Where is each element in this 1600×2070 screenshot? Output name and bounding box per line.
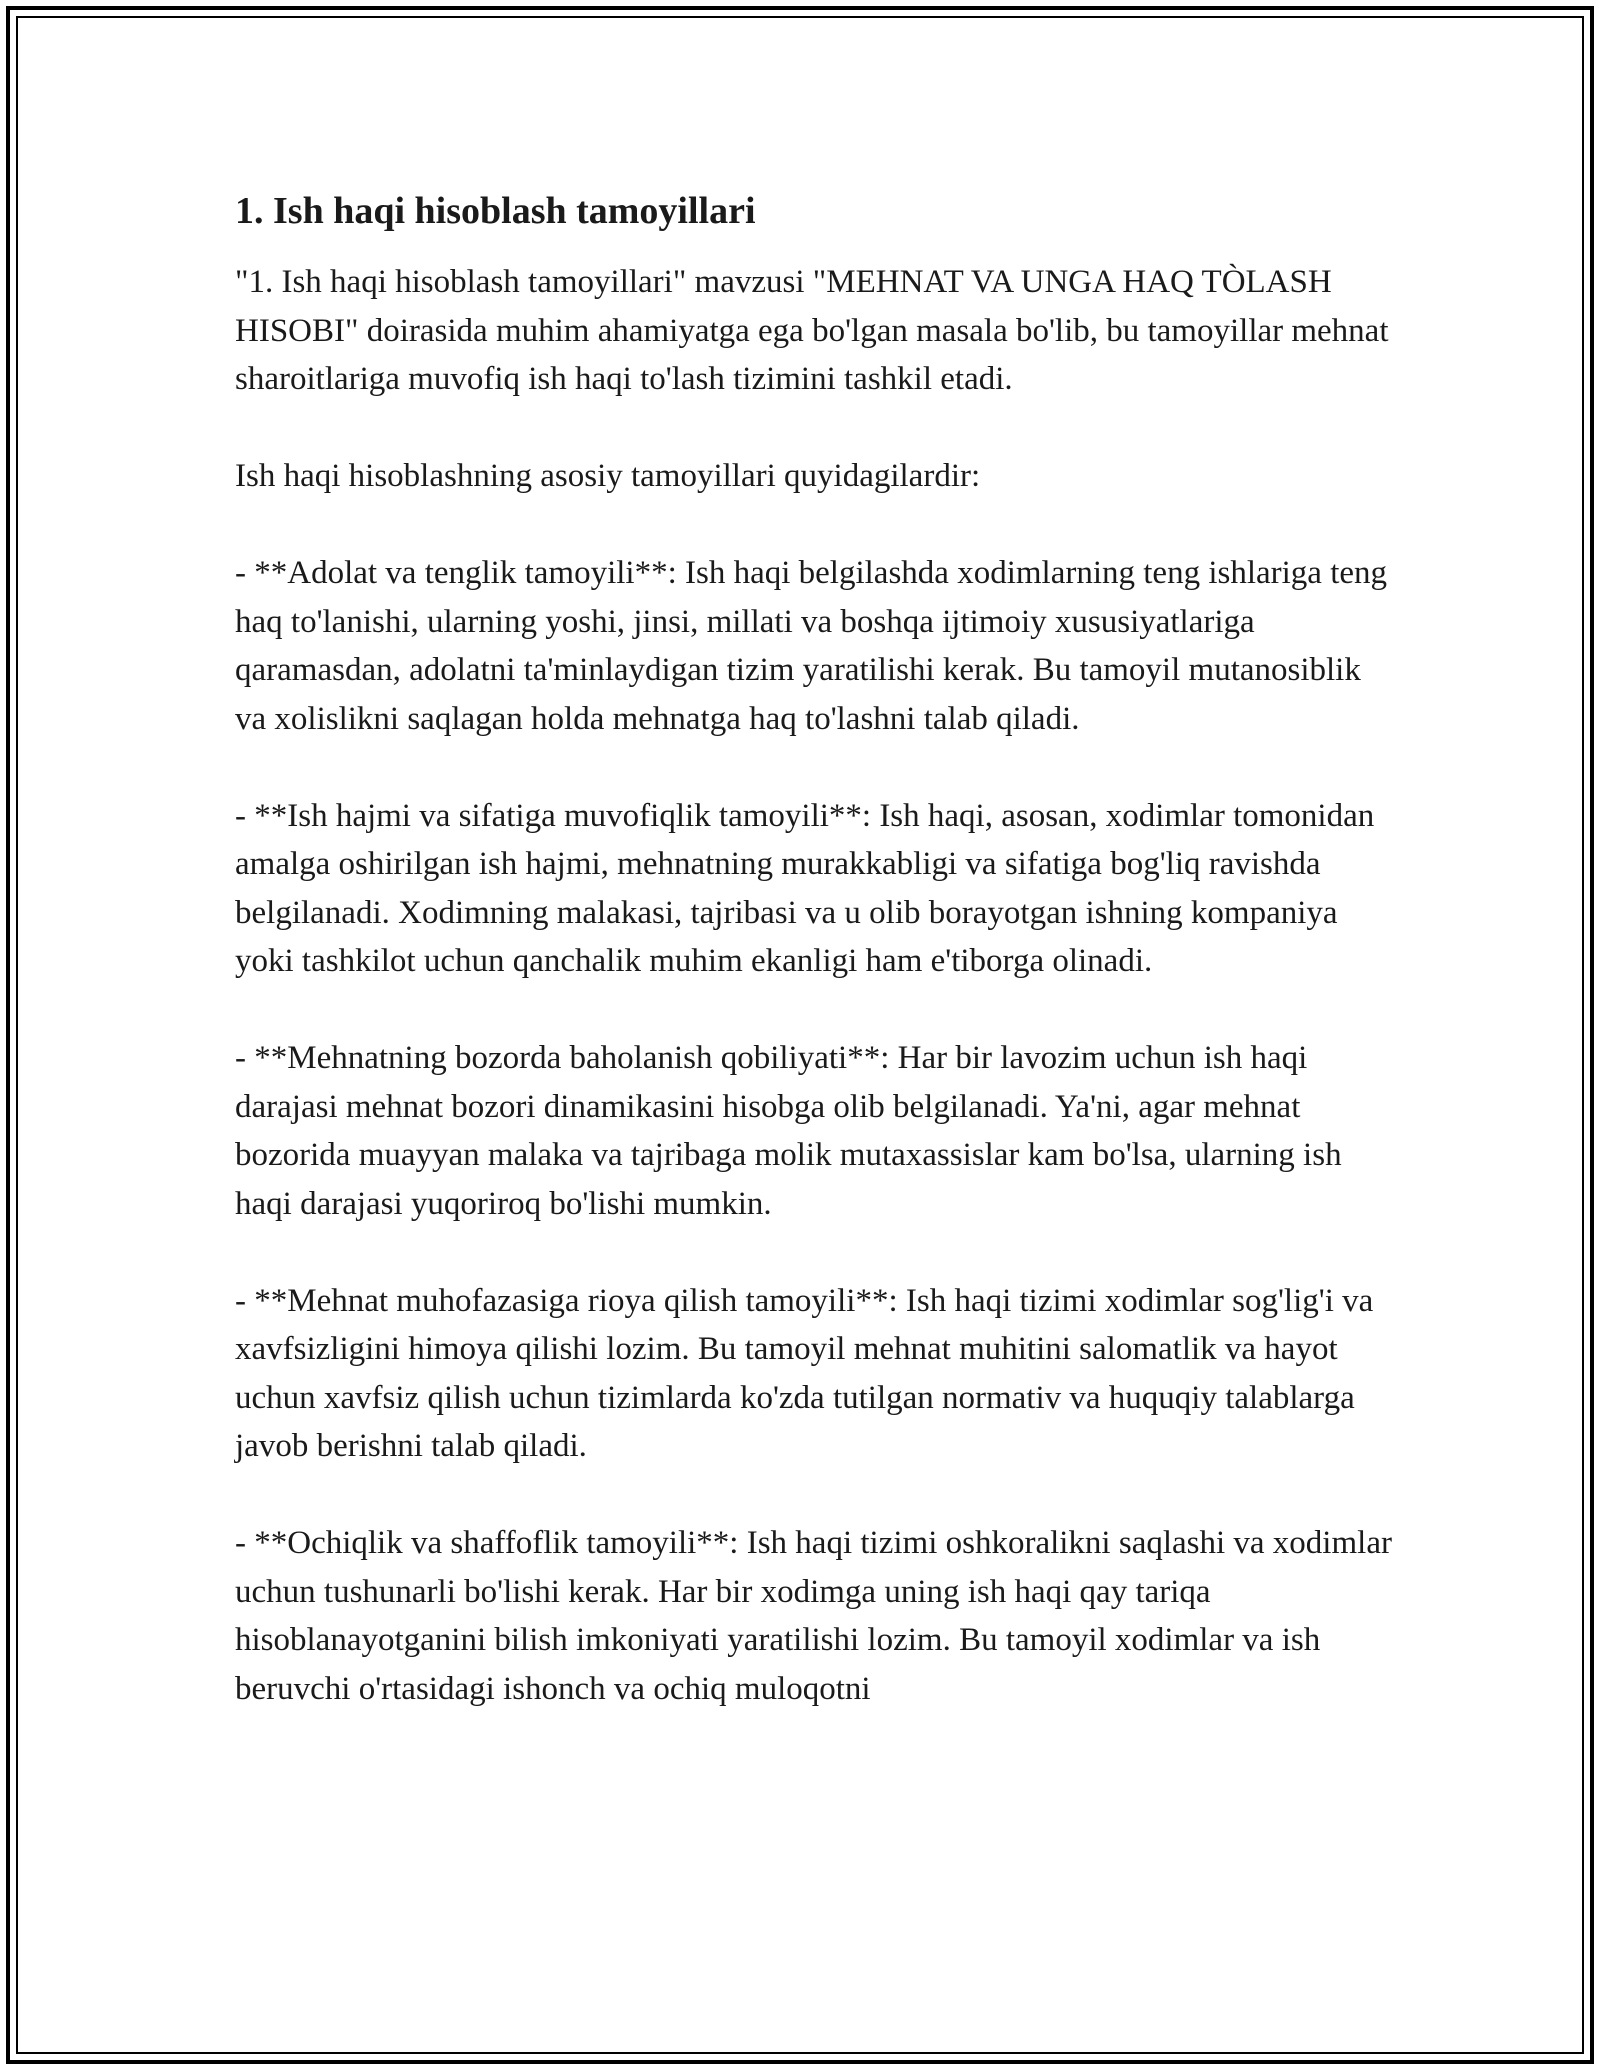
- section-heading: 1. Ish haqi hisoblash tamoyillari: [235, 190, 756, 232]
- principle-work-volume: - **Ish hajmi va sifatiga muvofiqlik tamoyili**: Ish haqi, asosan, xodimlar tomonidan amalga oshirilgan ish hajmi, mehnatning murakkabligi va sifatiga bog'liq ravishda belgilanadi. Xodimning malakasi, tajribasi va u olib borayotgan ishning kompaniya yoki tashkilot uchun qanchalik muhim ekanligi ham e'tiborga olinadi.: [235, 797, 1375, 979]
- principles-lead-in: Ish haqi hisoblashning asosiy tamoyillari quyidagilardir:: [235, 458, 981, 494]
- intro-paragraph: "1. Ish haqi hisoblash tamoyillari" mavzusi "MEHNAT VA UNGA HAQ TÒLASH HISOBI" doirasida muhim ahamiyatga ega bo'lgan masala bo'lib, bu tamoyillar mehnat sharoitlariga muvofiq ish haqi to'lash tizimini tashkil etadi.: [235, 264, 1389, 397]
- principle-transparency: - **Ochiqlik va shaffoflik tamoyili**: Ish haqi tizimi oshkoralikni saqlashi va xodimlar uchun tushunarli bo'lishi kerak. Har bir xodimga uning ish haqi qay tariqa hisoblanayotganini bilish imkoniyati yaratilishi lozim. Bu tamoyil xodimlar va ish beruvchi o'rtasidagi ishonch va ochiq muloqotni: [235, 1525, 1392, 1707]
- document-body: [235, 186, 1395, 1762]
- principle-labor-protection: - **Mehnat muhofazasiga rioya qilish tamoyili**: Ish haqi tizimi xodimlar sog'lig'i va xavfsizligini himoya qilishi lozim. Bu tamoyil mehnat muhitini salomatlik va hayot uchun xavfsiz qilish uchun tizimlarda ko'zda tutilgan normativ va huquqiy talablarga javob berishni talab qiladi.: [235, 1282, 1374, 1464]
- principle-market-valuation: - **Mehnatning bozorda baholanish qobiliyati**: Har bir lavozim uchun ish haqi darajasi mehnat bozori dinamikasini hisobga olib belgilanadi. Ya'ni, agar mehnat bozorida muayyan malaka va tajribaga molik mutaxassislar kam bo'lsa, ularning ish haqi darajasi yuqoriroq bo'lishi mumkin.: [235, 1040, 1342, 1222]
- principle-fairness: - **Adolat va tenglik tamoyili**: Ish haqi belgilashda xodimlarning teng ishlariga teng haq to'lanishi, ularning yoshi, jinsi, millati va boshqa ijtimoiy xususiyatlariga qaramasdan, adolatni ta'minlaydigan tizim yaratilishi kerak. Bu tamoyil mutanosiblik va xolislikni saqlagan holda mehnatga haq to'lashni talab qiladi.: [235, 555, 1388, 737]
